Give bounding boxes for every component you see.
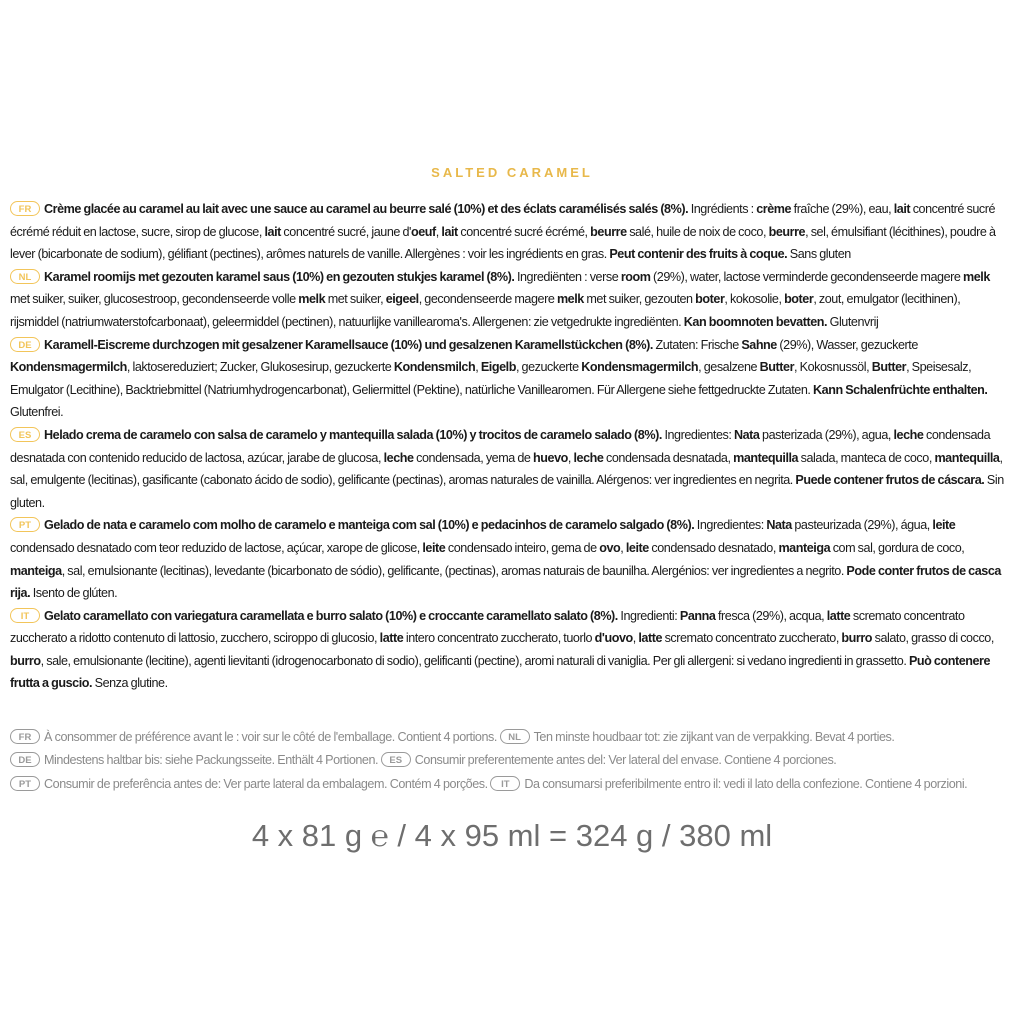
bold-text-segment: leche — [383, 450, 414, 465]
bold-text-segment: ovo — [599, 540, 621, 555]
text-segment: Ingredienti: — [617, 608, 680, 623]
bold-text-segment: d'uovo — [594, 631, 633, 646]
bold-text-segment: leche — [573, 450, 604, 465]
bold-text-segment: Butter — [759, 360, 795, 375]
bold-text-segment: Karamel roomijs met gezouten karamel saus (10%) en gezouten stukjes karamel (8%). — [44, 269, 515, 284]
text-segment: , gecondenseerde magere — [418, 292, 557, 307]
best-before-text: Consumir preferentemente antes del: Ver lateral del envase. Contiene 4 porciones. — [414, 753, 837, 768]
bold-text-segment: leite — [625, 540, 649, 555]
ingredients-paragraph — [10, 514, 1010, 604]
bold-text-segment: Kondensmagermilch — [10, 360, 127, 375]
text-segment: salé, huile de noix de coco, — [626, 224, 769, 239]
text-segment: , — [620, 540, 626, 555]
ingredients-paragraph — [10, 266, 1010, 334]
best-before-item — [10, 777, 488, 791]
bold-text-segment: Eigelb — [480, 360, 516, 375]
bold-text-segment: burro — [10, 653, 41, 668]
bold-text-segment: manteiga — [778, 540, 831, 555]
bold-text-segment: Pode conter frutos de casca rija. — [10, 563, 1001, 601]
language-badge: NL — [500, 729, 530, 744]
text-segment: scremato concentrato zuccherato a ridotto contenuto di lattosio, zucchero, sciroppo di glucosio, — [10, 608, 965, 646]
language-badge: DE — [10, 337, 40, 352]
language-badge: ES — [381, 752, 411, 767]
bold-text-segment: eigeel — [385, 292, 419, 307]
bold-text-segment: huevo — [533, 450, 568, 465]
text-segment: , — [435, 224, 442, 239]
text-segment: condensado inteiro, gema de — [445, 540, 600, 555]
text-segment: (29%), water, lactose verminderde gecondenseerde magere — [650, 269, 963, 284]
bold-text-segment: manteiga — [10, 563, 62, 578]
bold-text-segment: Gelato caramellato con variegatura caramellata e burro salato (10%) e croccante caramellato salato (8%). — [44, 608, 618, 623]
text-segment: , sel, émulsifiant (lécithines), poudre à lever (bicarbonate de sodium), gélifiant (pectines), arômes naturels de vanille. Allergènes : voir les ingrédients en gras. — [10, 224, 996, 262]
net-quantity — [0, 818, 1024, 854]
language-badge: IT — [490, 776, 520, 791]
text-segment: Ingrédients : — [688, 202, 757, 216]
language-badge: FR — [10, 201, 40, 216]
best-before-item — [500, 730, 895, 744]
text-segment: Sans gluten — [787, 247, 851, 262]
text-segment: , gezuckerte — [515, 360, 582, 375]
text-segment: Ingrediënten : verse — [514, 269, 621, 284]
language-badge: NL — [10, 269, 40, 284]
ingredients-paragraph — [10, 334, 1010, 424]
best-before-item — [10, 753, 378, 767]
bold-text-segment: Kan boomnoten bevatten. — [683, 314, 828, 329]
bold-text-segment: leite — [932, 518, 956, 533]
language-badge: PT — [10, 517, 40, 532]
bold-text-segment: mantequilla — [733, 450, 799, 465]
bold-text-segment: Crème glacée au caramel au lait avec une sauce au caramel au beurre salé (10%) et des éclats caramélisés salés (8%). — [44, 202, 689, 216]
text-segment: concentré sucré écrémé réduit en lactose, sucre, sirop de glucose, — [10, 202, 996, 239]
language-badge: IT — [10, 608, 40, 623]
bold-text-segment: melk — [556, 292, 584, 307]
bold-text-segment: Butter — [871, 360, 907, 375]
text-segment: Glutenfrei. — [10, 405, 64, 420]
text-segment: , kokosolie, — [724, 292, 785, 307]
bold-text-segment: latte — [638, 631, 663, 646]
text-segment: met suiker, — [325, 292, 386, 307]
bold-text-segment: melk — [962, 269, 990, 284]
bold-text-segment: Helado crema de caramelo con salsa de caramelo y mantequilla salada (10%) y trocitos de caramelo salado (8%). — [44, 427, 662, 442]
text-segment: fraîche (29%), eau, — [791, 202, 894, 216]
bold-text-segment: melk — [298, 292, 326, 307]
bold-text-segment: Peut contenir des fruits à coque. — [609, 247, 788, 262]
best-before-item — [10, 730, 497, 744]
text-segment: salato, grasso di cocco, — [872, 631, 994, 646]
text-segment: concentré sucré écrémé, — [457, 224, 591, 239]
bold-text-segment: burro — [841, 631, 873, 646]
text-segment: salada, manteca de coco, — [798, 450, 935, 465]
text-segment: (29%), Wasser, gezuckerte — [776, 337, 918, 352]
bold-text-segment: Kondensmagermilch — [581, 360, 699, 375]
text-segment: condensado desnatado, — [648, 540, 779, 555]
best-before-text: Ten minste houdbaar tot: zie zijkant van de verpakking. Bevat 4 porties. — [533, 730, 895, 744]
best-before-text: Da consumarsi preferibilmente entro il: vedi il lato della confezione. Contiene 4 porzioni. — [524, 776, 968, 791]
best-before-item — [381, 753, 837, 767]
text-segment: , laktosereduziert; Zucker, Glukosesirup, gezuckerte — [126, 360, 394, 375]
bold-text-segment: Nata — [733, 427, 760, 442]
language-badge: DE — [10, 752, 40, 767]
text-segment: concentré sucré, jaune d' — [280, 224, 411, 239]
text-segment: Zutaten: Frische — [652, 337, 742, 352]
bold-text-segment: boter — [695, 292, 725, 307]
language-badge: FR — [10, 729, 40, 744]
bold-text-segment: Sahne — [741, 337, 777, 352]
text-segment: Senza glutine. — [92, 676, 168, 691]
text-segment: , Kokosnussöl, — [794, 360, 872, 375]
text-segment: Isento de glúten. — [30, 586, 118, 601]
text-segment: , Speisesalz, Emulgator (Lecithine), Backtriebmittel (Natriumhydrogencarbonat), Geliermittel (Pektine), natürliche Vanillearomen. Für Allergene siehe fettgedruckte Zutaten. — [10, 360, 972, 397]
best-before-text: À consommer de préférence avant le : voir sur le côté de l'emballage. Contient 4 portions. — [44, 730, 497, 744]
text-segment: , zout, emulgator (lecithinen), rijsmiddel (natriumwaterstofcarbonaat), geleermiddel (pectinen), natuurlijke vanillearoma's. Allergenen: zie vetgedrukte ingrediënten. — [10, 292, 961, 329]
text-segment: condensada, yema de — [413, 450, 534, 465]
text-segment: Glutenvrij — [827, 314, 879, 329]
bold-text-segment: Può contenere frutta a guscio. — [10, 653, 991, 691]
bold-text-segment: lait — [893, 202, 911, 216]
bold-text-segment: latte — [379, 631, 404, 646]
bold-text-segment: latte — [826, 608, 851, 623]
text-segment: , sal, emulsionante (lecitinas), levedante (bicarbonato de sódio), gelificante, (pectinas), aromas naturais de baunilha. Alergénios: ver ingredientes a negrito. — [61, 563, 847, 578]
text-segment: Sin gluten. — [10, 473, 1004, 510]
bold-text-segment: lait — [264, 224, 281, 239]
text-segment: , sale, emulsionante (lecitine), agenti lievitanti (idrogenocarbonato di sodio), gelificanti (pectine), aromi naturali di vaniglia. Per gli allergeni: si vedano ingredienti in grassetto. — [40, 653, 909, 668]
best-before-text: Mindestens haltbar bis: siehe Packungsseite. Enthält 4 Portionen. — [44, 753, 379, 768]
language-badge: ES — [10, 427, 40, 442]
bold-text-segment: mantequilla — [934, 450, 1000, 465]
text-segment: Ingredientes: — [694, 518, 767, 533]
bold-text-segment: Kondensmilch — [393, 360, 476, 375]
text-segment: condensada desnatada con contenido reducido de lactosa, azúcar, jarabe de glucosa, — [10, 427, 991, 465]
text-segment: pasteurizada (29%), água, — [791, 518, 933, 533]
bold-text-segment: beurre — [768, 224, 806, 239]
language-badge: PT — [10, 776, 40, 791]
text-segment: condensada desnatada, — [603, 450, 734, 465]
bold-text-segment: crème — [756, 202, 792, 216]
ingredients-list — [10, 198, 1010, 695]
bold-text-segment: leche — [893, 427, 924, 442]
bold-text-segment: Panna — [679, 608, 716, 623]
bold-text-segment: Gelado de nata e caramelo com molho de caramelo e manteiga com sal (10%) e pedacinhos de caramelo salgado (8%). — [44, 518, 695, 533]
bold-text-segment: leite — [422, 540, 446, 555]
bold-text-segment: room — [620, 269, 651, 284]
bold-text-segment: lait — [441, 224, 458, 239]
text-segment: , sal, emulgente (lecitinas), gasificante (cabonato ácido de sodio), gelificante (pectinas), aromas naturales de vainilla. Alérgenos: ver ingredientes en negrita. — [10, 450, 1003, 488]
text-segment: pasterizada (29%), agua, — [759, 427, 894, 442]
ingredients-paragraph — [10, 424, 1010, 514]
bold-text-segment: oeuf — [411, 224, 436, 239]
text-segment: condensado desnatado com teor reduzido de lactose, açúcar, xarope de glicose, — [10, 540, 423, 555]
text-segment: com sal, gordura de coco, — [830, 540, 965, 555]
text-segment: scremato concentrato zuccherato, — [662, 631, 842, 646]
text-segment: met suiker, suiker, glucosestroop, gecondenseerde volle — [10, 292, 299, 307]
text-segment: intero concentrato zuccherato, tuorlo — [403, 631, 595, 646]
best-before-text: Consumir de preferência antes de: Ver parte lateral da embalagem. Contém 4 porções. — [44, 776, 488, 791]
bold-text-segment: Nata — [766, 518, 792, 533]
bold-text-segment: Puede contener frutos de cáscara. — [795, 473, 985, 488]
text-segment: Ingredientes: — [661, 427, 734, 442]
quantity-volume: / 4 x 95 ml = 324 g / 380 ml — [397, 818, 773, 853]
quantity-weight: 4 x 81 g — [251, 818, 363, 853]
ingredients-paragraph — [10, 198, 1010, 266]
bold-text-segment: Kann Schalenfrüchte enthalten. — [813, 382, 988, 397]
estimated-sign-icon: ℮ — [370, 820, 389, 853]
best-before-item — [490, 777, 967, 791]
product-title: SALTED CARAMEL — [431, 165, 593, 180]
bold-text-segment: Karamell-Eiscreme durchzogen mit gesalzener Karamellsauce (10%) und gesalzenen Karamellstückchen (8%). — [44, 337, 653, 352]
text-segment: fresca (29%), acqua, — [715, 608, 827, 623]
ingredients-paragraph — [10, 605, 1010, 695]
text-segment: met suiker, gezouten — [583, 292, 696, 307]
best-before-block — [10, 726, 1010, 796]
text-segment: , — [567, 450, 574, 465]
bold-text-segment: boter — [784, 292, 814, 307]
text-segment: , — [632, 631, 639, 646]
text-segment: , gesalzene — [698, 360, 760, 375]
bold-text-segment: beurre — [590, 224, 627, 239]
text-segment: , — [475, 360, 481, 375]
